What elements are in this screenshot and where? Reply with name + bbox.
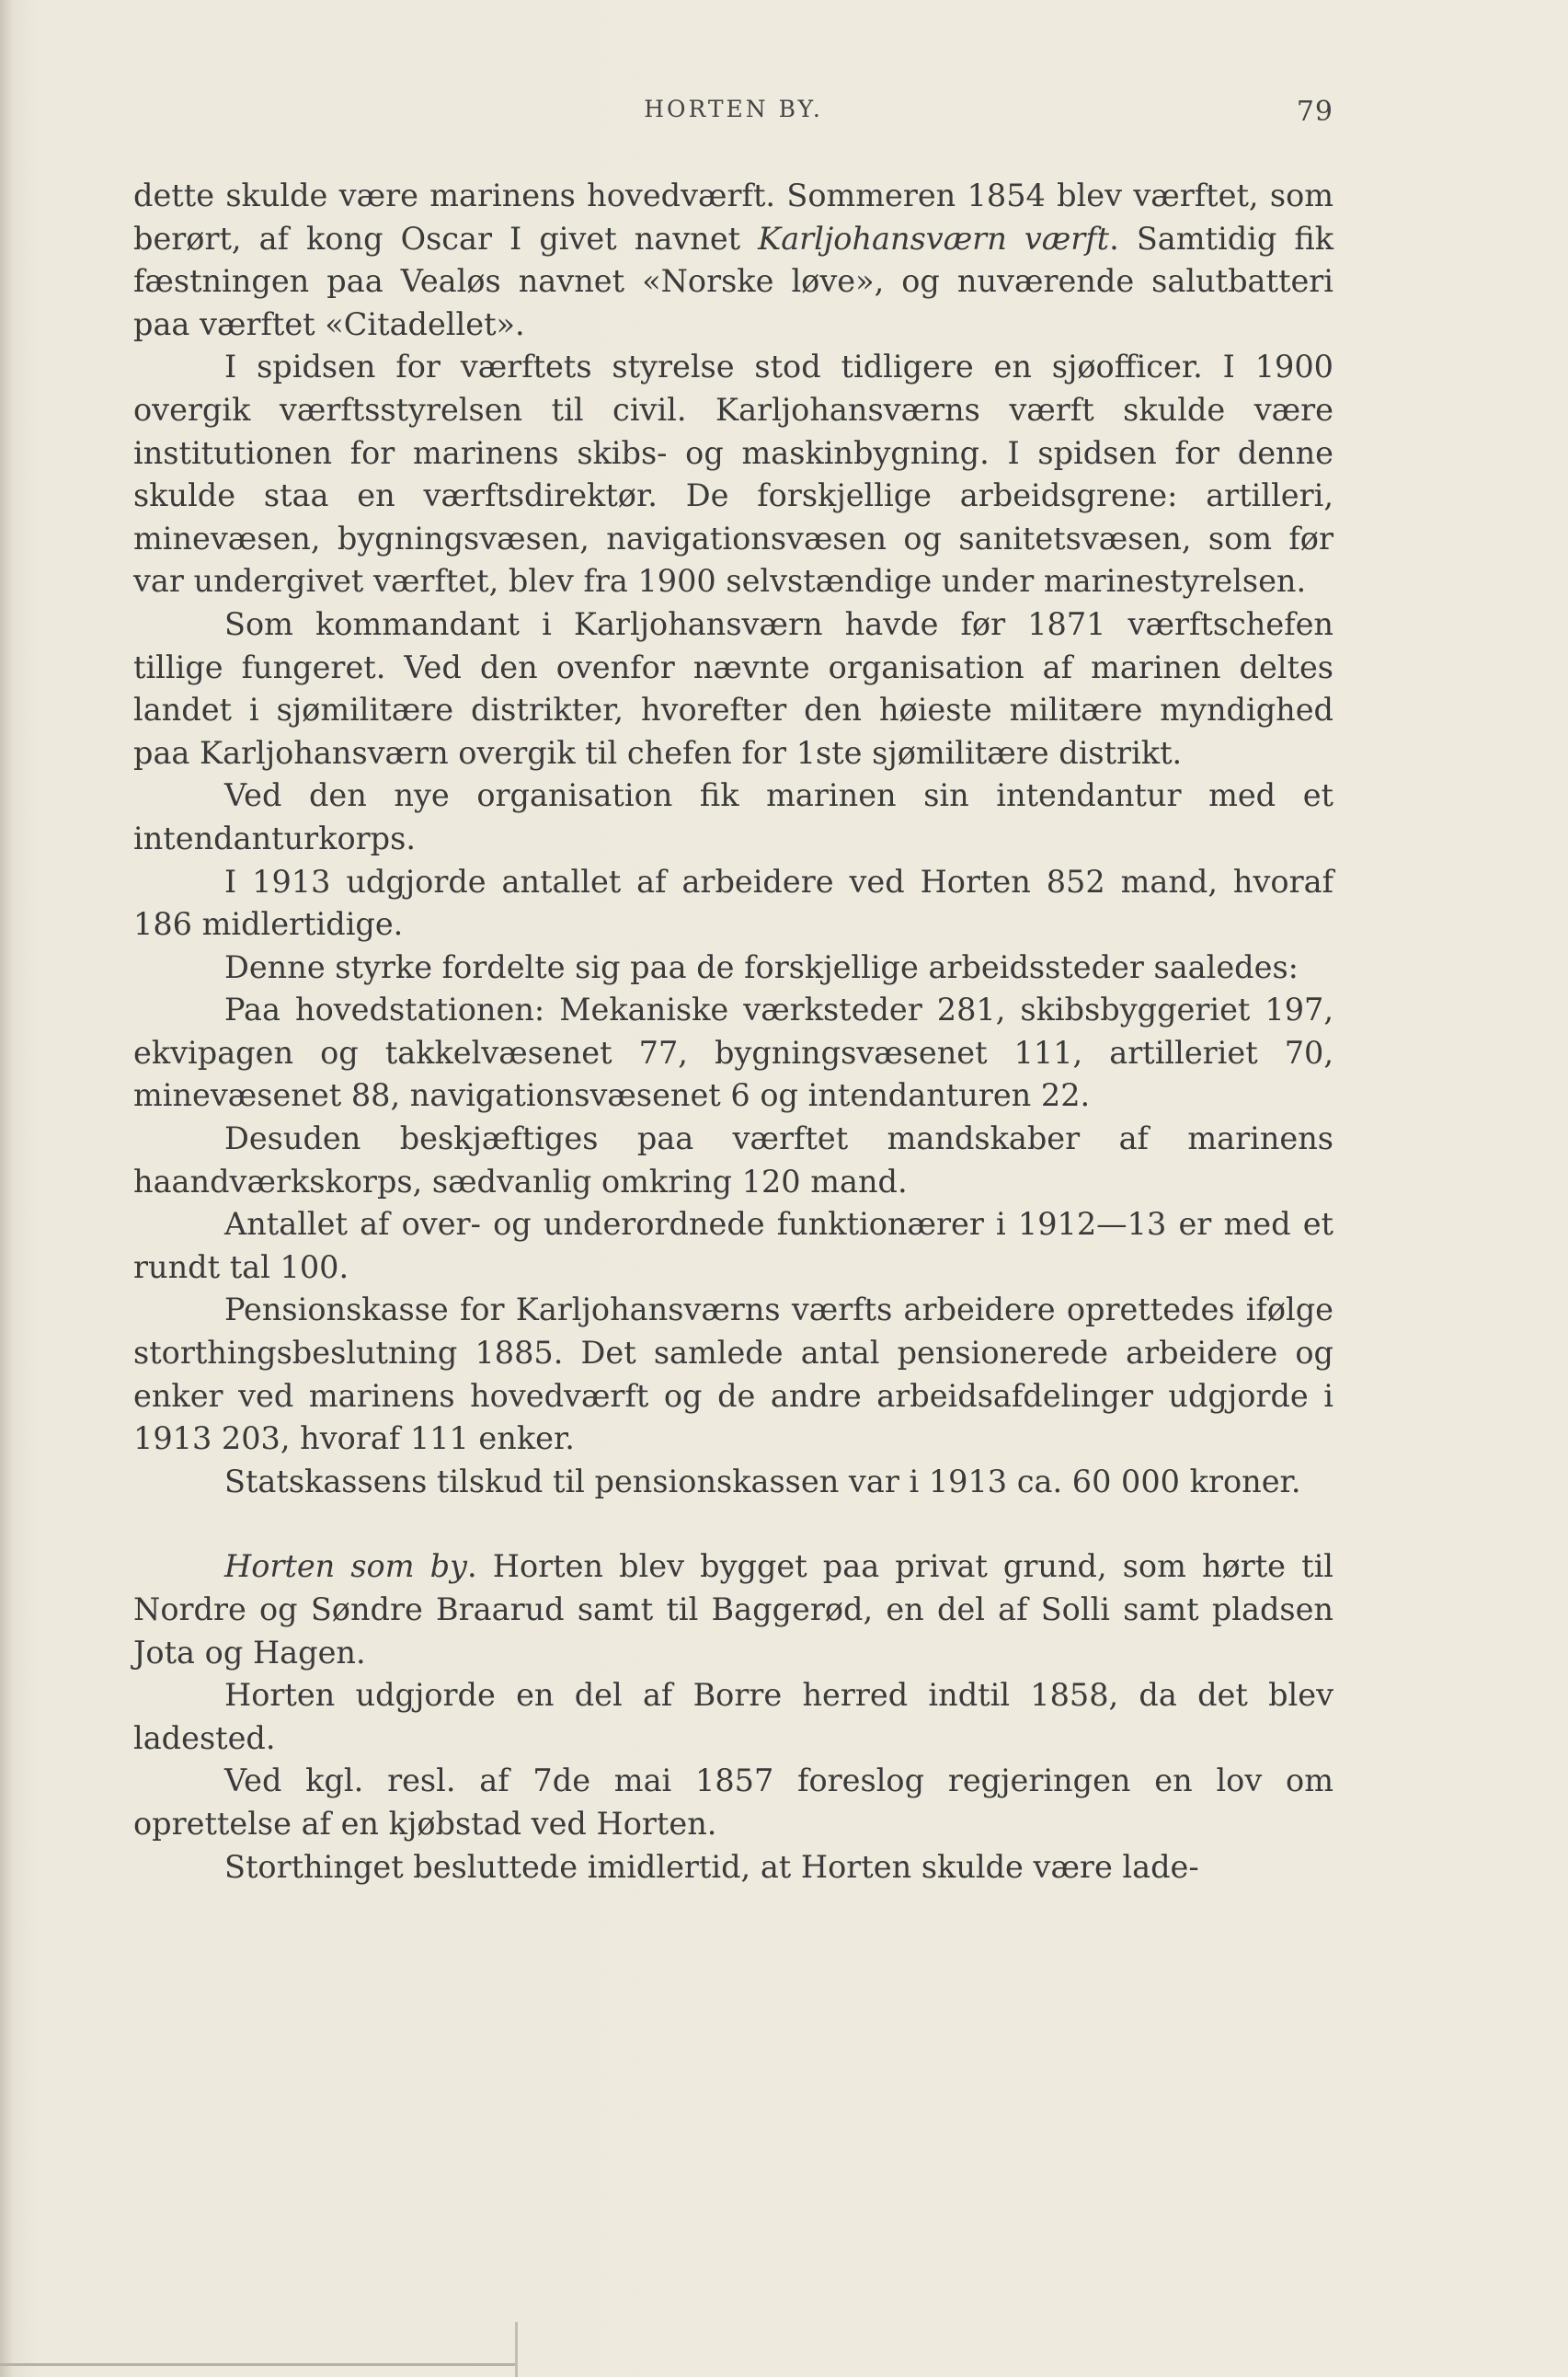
paragraph: Denne styrke fordelte sig paa de forskjellige arbeidssteder saaledes: (224, 948, 1299, 985)
section-heading: Horten som by (224, 1548, 467, 1585)
body-text (133, 175, 1333, 1889)
running-header (133, 96, 1333, 132)
paragraph: Horten udgjorde en del af Borre herred indtil 1858, da det blev ladested. (133, 1677, 1333, 1756)
page-number: 79 (1296, 96, 1333, 128)
paragraph: Som kommandant i Karljohansværn havde før 1871 værftschefen tillige fungeret. Ved den ovenfor nævnte organisation af marinen deltes landet i sjømilitære distrikter, hvorefter den høieste militære myndighed paa Karljohansværn overgik til chefen for 1ste sjømilitære distrikt. (133, 605, 1333, 771)
paragraph: Paa hovedstationen: Mekaniske værksteder 281, skibsbyggeriet 197, ekvipagen og takkelvæsenet 77, bygningsvæsenet 111, artilleriet 70, minevæsenet 88, navigationsvæsenet 6 og intendanturen 22. (133, 992, 1333, 1114)
paragraph: Pensionskasse for Karljohansværns værfts arbeidere oprettedes ifølge storthingsbeslutning 1885. Det samlede antal pensionerede arbeidere og enker ved marinens hovedværft og de andre arbeidsafdelinger udgjorde i 1913 203, hvoraf 111 enker. (133, 1292, 1333, 1457)
scan-edge-line (515, 2322, 518, 2377)
paragraph: Storthinget besluttede imidlertid, at Horten skulde være lade- (224, 1848, 1199, 1885)
paragraph-text: . Horten blev bygget paa privat grund, som hørte til Nordre og Søndre Braarud samt til Baggerød, en del af Solli samt pladsen Jota og Hagen. (133, 1548, 1334, 1671)
paragraph (133, 1545, 1333, 1674)
italic-name: Karljohansværn værft (758, 220, 1110, 257)
paragraph: I 1913 udgjorde antallet af arbeidere ved Horten 852 mand, hvoraf 186 midlertidige. (133, 863, 1333, 943)
header-title: HORTEN BY. (644, 96, 823, 122)
paragraph: Ved kgl. resl. af 7de mai 1857 foreslog regjeringen en lov om oprettelse af en kjøbstad ved Horten. (133, 1763, 1333, 1842)
paragraph-text: . Samtidig fik fæstningen paa Vealøs navnet «Norske løve», og nuværende salutbatteri paa værftet «Citadellet». (133, 220, 1333, 342)
scan-edge-line (0, 2363, 515, 2366)
paragraph: Desuden beskjæftiges paa værftet mandskaber af marinens haandværkskorps, sædvanlig omkring 120 mand. (133, 1120, 1333, 1200)
paragraph-text: dette skulde være marinens hovedværft. Sommeren 1854 blev værftet, som berørt, af kong Oscar I givet navnet (133, 178, 1333, 257)
paragraph: I spidsen for værftets styrelse stod tidligere en sjøofficer. I 1900 overgik værftsstyrelsen til civil. Karljohansværns værft skulde være institutionen for marinens skibs- og maskinbygning. I spidsen for denne skulde staa en værftsdirektør. De forskjellige arbeidsgrene: artilleri, minevæsen, bygningsvæsen, navigationsvæsen og sanitetsvæsen, som før var undergivet værftet, blev fra 1900 selvstændige under marinestyrelsen. (133, 349, 1333, 600)
paragraph: Ved den nye organisation fik marinen sin intendantur med et intendanturkorps. (133, 777, 1333, 856)
paragraph: Antallet af over- og underordnede funktionærer i 1912—13 er med et rundt tal 100. (133, 1206, 1333, 1285)
paragraph (133, 175, 1333, 346)
paragraph: Statskassens tilskud til pensionskassen var i 1913 ca. 60 000 kroner. (224, 1463, 1301, 1499)
